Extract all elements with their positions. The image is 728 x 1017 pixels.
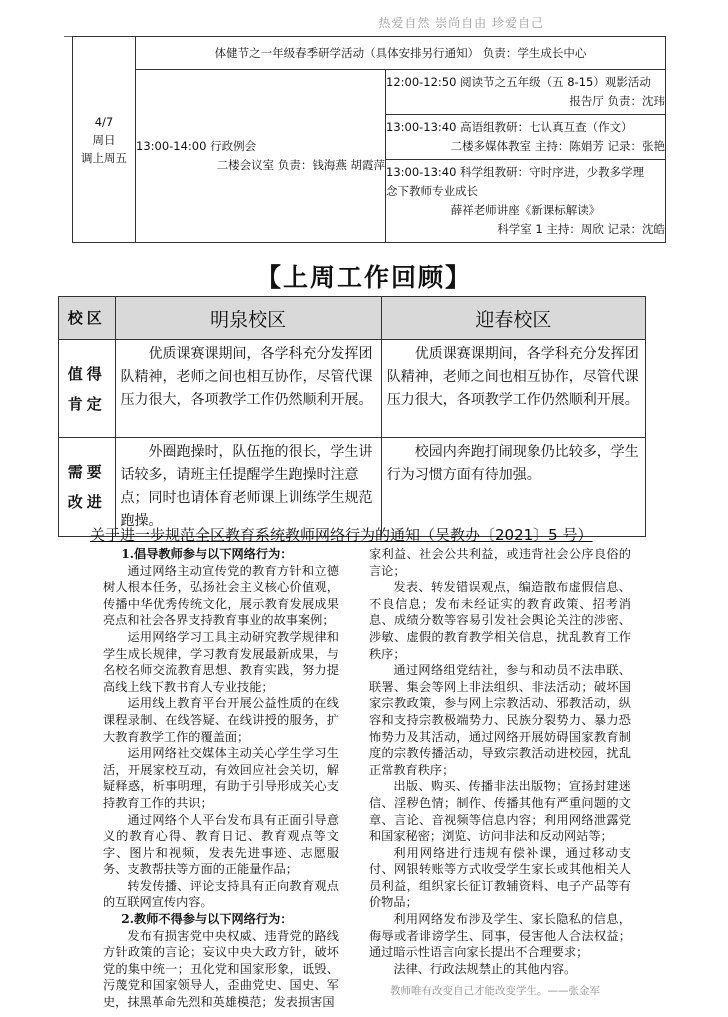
- meeting-place: 二楼会议室 负责：钱海燕 胡霞萍: [216, 158, 385, 172]
- notice-paragraph: 出版、购买、传播非法出版物；宣扬封建迷信、淫秽色情；制作、传播其他有严重问题的文章、言论、音视频等信息内容；利用网络泄露党和国家秘密；浏览、访问非法和反动网站等；: [369, 779, 631, 844]
- notice-paragraph: 利用网络进行违规有偿补课，通过移动支付、网银转账等方式收受学生家长或其他相关人员利益，组织家长征订教辅资料、电子产品等有价物品；: [369, 845, 631, 910]
- item-3-line-1: 13:00-13:40 科学组教研：守时序进，少教多学理: [386, 165, 645, 179]
- header-motto: 热爱自然 崇尚自由 珍爱自己: [378, 16, 544, 30]
- notice-paragraph: 运用网络社交媒体主动关心学生学习生活，开展家校互动，有效回应社会关切，解疑释惑，析事明理，有助于引导形成关心支持教育工作的共识；: [103, 746, 339, 810]
- praise-campus-1: 优质课赛课期间，各学科充分发挥团队精神，老师之间也相互协作，尽管代课压力很大，各项教学工作仍然顺利开展。: [115, 340, 381, 438]
- notice-paragraph: 发布有损害党中央权威、违背党的路线方针政策的言论；妄议中央大政方针，破坏党的集中统一；丑化党和国家形象，诋毁、污蔑党和国家领导人，歪曲党史、国史、军史，抹黑革命先烈和英雄模范；发表损害国: [103, 928, 339, 1010]
- notice-paragraph: 运用网络学习工具主动研究教学规律和学生成长规律，学习教育发展最新成果，与名校名师交流教育思想、教育实践，努力提高线上线下教书育人专业技能；: [103, 629, 339, 694]
- row-praise-label: [59, 340, 116, 438]
- row-praise-label-b: 肯定: [67, 394, 106, 413]
- review-title: 【上周工作回顾】: [255, 263, 472, 292]
- row-improve-label-a: 需要: [67, 463, 106, 481]
- notice-heading-2: 2.教师不得参与以下网络行为：: [121, 912, 293, 927]
- schedule-top-row: 体健节之一年级春季研学活动（具体安排另行通知） 负责：学生成长中心: [136, 37, 666, 70]
- date-line-3: 调上周五: [81, 150, 127, 165]
- item-3-line-4: 科学室 1 主持：周欣 记录：沈皓: [497, 222, 665, 236]
- notice-paragraph: 通过网络主动宣传党的教育方针和立德树人根本任务，弘扬社会主义核心价值观，传播中华优秀传统文化，展示教育发展成果亮点和社会各界支持教育事业的故事案例；: [103, 563, 339, 628]
- row-improve-label: [59, 438, 116, 537]
- campus-2-header: 迎春校区: [381, 297, 645, 340]
- meeting-time: 13:00-14:00 行政例会: [136, 139, 257, 153]
- improve-campus-1: 外圈跑操时，队伍拖的很长，学生讲话较多，请班主任提醒学生跑操时注意点；同时也请体育老师课上训练学生规范跑操。: [115, 438, 381, 537]
- notice-left-column: [103, 546, 339, 1011]
- notice-paragraph: 转发传播、评论支持具有正向教育观点的互联网宣传内容。: [103, 878, 339, 910]
- notice-paragraph: 运用线上教育平台开展公益性质的在线课程录制、在线答疑、在线讲授的服务，扩大教育教学工作的覆盖面；: [103, 696, 339, 744]
- row-praise-label-a: 值得: [67, 364, 106, 383]
- meeting-cell: [136, 70, 386, 243]
- notice-paragraph: 家利益、社会公共利益，或违背社会公序良俗的言论；: [369, 547, 631, 578]
- schedule-item-2: [386, 115, 666, 160]
- item-1-line-1: 12:00-12:50 阅读节之五年级（五 8-15）观影活动: [386, 75, 651, 89]
- notice-title: 关于进一步规范全区教育系统教师网络行为的通知（吴教办〔2021〕5 号）: [90, 526, 593, 544]
- item-1-line-2: 报告厅 负责：沈玮: [569, 94, 665, 108]
- page-header: [64, 12, 664, 37]
- footer-quote: 教师唯有改变自己才能改变学生。——张金军: [390, 985, 600, 997]
- schedule-table: [72, 36, 666, 243]
- campus-1-header: 明泉校区: [115, 297, 381, 340]
- item-3-line-3: 薛祥老师讲座《新课标解读》: [450, 203, 601, 217]
- schedule-item-3: [386, 160, 666, 243]
- notice-paragraph: 利用网络发布涉及学生、家长隐私的信息，侮辱或者诽谤学生、同事，侵害他人合法权益；通过暗示性语言向家长提出不合理要求；: [369, 912, 631, 960]
- date-line-2: 周日: [92, 132, 116, 147]
- praise-campus-2: 优质课赛课期间，各学科充分发挥团队精神，老师之间也相互协作，尽管代课压力很大，各项教学工作仍然顺利开展。: [381, 340, 645, 438]
- notice-paragraph: 发表、转发错误观点，编造散布虚假信息、不良信息；发布未经证实的教育政策、招考消息、成绩分数等容易引发社会舆论关注的涉密、涉敏、虚假的教育教学相关信息，扰乱教育工作秩序；: [369, 580, 631, 661]
- notice-paragraph: 法律、行政法规禁止的其他内容。: [393, 961, 577, 976]
- review-table: [58, 296, 646, 537]
- row-improve-label-b: 改进: [67, 493, 106, 511]
- schedule-date-cell: [73, 37, 136, 243]
- notice-paragraph: 通过网络组党结社，参与和动员不法串联、联署、集会等网上非法组织、非法活动；破坏国家宗教政策，参与网上宗教活动、邪教活动，纵容和支持宗教极端势力、民族分裂势力、暴力恐怖势力及其活动，通过网络开展妨碍国家教育制度的宗教传播活动，导致宗教活动进校园，扰乱正常教育秩序；: [369, 663, 631, 777]
- notice-heading-1: 1.倡导教师参与以下网络行为：: [121, 547, 293, 561]
- item-2-line-2: 二楼多媒体教室 主持：陈娟芳 记录：张艳: [450, 139, 665, 153]
- review-col-label: 校区: [59, 297, 116, 340]
- improve-campus-2: 校园内奔跑打闹现象仍比较多，学生行为习惯方面有待加强。: [381, 438, 645, 537]
- date-line-1: 4/7: [94, 114, 114, 129]
- notice-paragraph: 通过网络个人平台发布具有正面引导意义的教育心得、教育日记、教育观点等文字、图片和视频，发表先进事迹、志愿服务、支教帮扶等方面的正能量作品；: [103, 812, 339, 877]
- schedule-item-1: [386, 70, 666, 115]
- item-3-line-2: 念下教师专业成长: [386, 184, 478, 198]
- item-2-line-1: 13:00-13:40 高语组教研：七认真互查（作文）: [386, 120, 633, 134]
- notice-right-column: [369, 546, 631, 977]
